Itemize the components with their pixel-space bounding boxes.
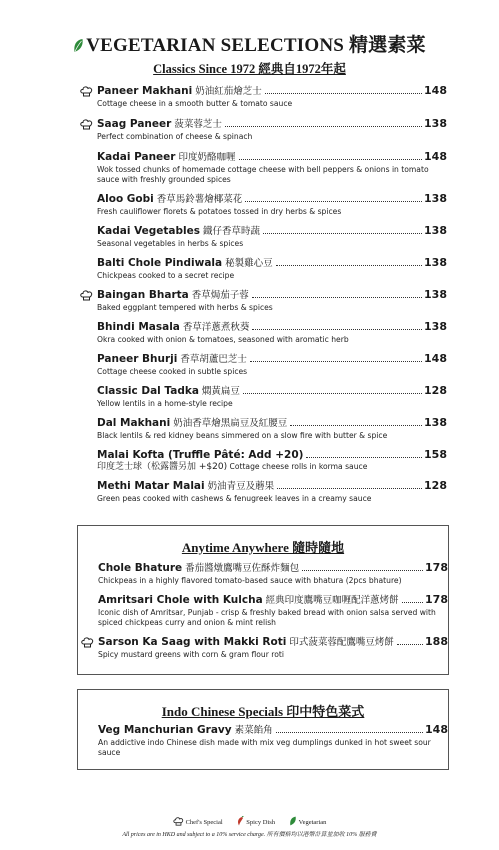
legend-chef: Chef's Special [173,817,223,826]
dot-leader [277,488,422,489]
dish-name: Balti Chole Pindiwala [97,257,223,269]
dish-description: Chickpeas in a highly flavored tomato-based sauce with bhatura (2pcs bhature) [98,576,402,585]
dish-description: Iconic dish of Amritsar, Punjab - crisp & freshly baked bread with onion salsa served with spiced chickpeas curry and onion & mint relish [98,608,436,627]
dot-leader [276,732,423,733]
dish-price: 148 [424,84,447,97]
dish-description: Black lentils & red kidney beans simmered on a slow fire with butter & spice [97,431,388,440]
dish-name: Malai Kofta (Truffle Pâté: Add +20) [97,449,304,461]
menu-item [80,416,447,441]
dish-chinese-name: 素菜餡角 [234,725,273,736]
menu-item [81,723,448,758]
dot-leader [263,233,422,234]
main-menu-list [80,84,447,504]
dish-name: Bhindi Masala [97,321,180,333]
dish-name: Aloo Gobi [97,193,154,205]
menu-item-name-line [98,561,448,576]
menu-item [80,384,447,409]
dish-name: Methi Matar Malai [97,480,205,492]
dish-name: Dal Makhani [97,417,171,429]
dish-price: 138 [424,256,447,269]
chili-icon [236,816,244,826]
menu-item-name-line [97,288,447,303]
menu-item [80,479,447,504]
dish-description: Baked eggplant tempered with herbs & spices [97,303,273,312]
dish-price: 148 [424,150,447,163]
dish-description: Fresh cauliflower florets & potatoes tossed in dry herbs & spices [97,207,342,216]
menu-item [80,256,447,281]
dot-leader [302,570,423,571]
dish-chinese-name: 香草胡蘆巴芝士 [180,354,247,365]
indo-chinese-title: Indo Chinese Specials 印中特色菜式 [161,704,365,719]
dish-chinese-name: 鐵仔香草時蔬 [202,226,260,237]
dish-price: 128 [424,384,447,397]
chef-hat-icon [80,86,93,97]
dish-price: 138 [424,224,447,237]
menu-item [81,635,448,660]
dish-name: Paneer Makhani [97,85,193,97]
menu-item-name-line [97,479,447,494]
dish-description: Spicy mustard greens with corn & gram flour roti [98,650,284,659]
dot-leader [245,201,422,202]
dish-name: Paneer Bhurji [97,353,178,365]
menu-item [81,561,448,586]
dot-leader [239,159,423,160]
footnote: All prices are in HKD and subject to a 10% service charge. 所有價格均以港幣計算並加收 10% 服務費 [122,832,377,838]
dish-description: Chickpeas cooked to a secret recipe [97,271,235,280]
dish-chinese-name: 經典印度鷹嘴豆咖喱配洋蔥烤餅 [265,595,399,606]
dish-description: Cottage cheese in a smooth butter & tomato sauce [97,99,293,108]
indo-chinese-section [77,689,449,770]
chef-hat-icon [81,637,94,648]
menu-item-name-line [97,416,447,431]
dish-price: 178 [425,561,448,574]
dot-leader [250,361,422,362]
dish-chinese-name: 番茄醬燉鷹嘴豆佐酥炸麵包 [185,563,300,574]
menu-item [80,84,447,109]
menu-item-name-line [97,256,447,271]
dish-name: Veg Manchurian Gravy [98,724,232,736]
dot-leader [225,126,422,127]
dish-chinese-name: 菠菜蓉芝士 [174,119,222,130]
anytime-list [81,561,448,660]
menu-item [80,192,447,217]
dot-leader [402,602,423,603]
menu-item-name-line [97,117,447,132]
dish-price: 138 [424,416,447,429]
menu-item-name-line [97,384,447,399]
dot-leader [276,265,422,266]
leaf-icon [289,816,297,826]
dish-chinese-name: 奶油紅茄燴芝士 [195,86,262,97]
chef-hat-icon [80,119,93,130]
dish-description: Perfect combination of cheese & spinach [97,132,253,141]
legend-veg: Vegetarian [289,816,327,826]
dish-price: 178 [425,593,448,606]
dish-description: Yellow lentils in a home-style recipe [97,399,233,408]
leaf-icon [73,38,84,53]
dish-description: Green peas cooked with cashews & fenugreek leaves in a creamy sauce [97,494,372,503]
menu-item-name-line [97,320,447,335]
dish-chinese-name: 奶油香草燴黑扁豆及紅腰豆 [173,418,288,429]
menu-item [81,593,448,628]
dish-price: 138 [424,320,447,333]
menu-item [80,352,447,377]
dish-price: 148 [425,723,448,736]
dish-description: Okra cooked with onion & tomatoes, seasoned with aromatic herb [97,335,349,344]
menu-item-name-line [97,84,447,99]
menu-item-name-line [98,723,448,738]
dish-description: Cottage cheese cooked in subtle spices [97,367,248,376]
dish-price: 148 [424,352,447,365]
dot-leader [252,297,422,298]
legend-spicy: Spicy Dish [236,816,275,826]
dish-chinese-name: 香草馬鈴薯燴椰菜花 [156,194,243,205]
menu-item-name-line [98,635,448,650]
menu-item [80,448,447,472]
dish-description: Wok tossed chunks of homemade cottage cheese with bell peppers & onions in tomato sauce with freshly grounded spices [97,165,429,184]
dot-leader [265,93,422,94]
dish-chinese-name: 燜黃扁豆 [201,386,240,397]
dish-description: Seasonal vegetables in herbs & spices [97,239,244,248]
menu-item [80,150,447,185]
dot-leader [290,425,422,426]
dot-leader [306,457,422,458]
dish-chinese-name: 奶油青豆及蘑果 [207,481,275,492]
dish-name: Baingan Bharta [97,289,189,301]
dish-price: 138 [424,288,447,301]
legend [0,816,499,826]
dish-description: An addictive indo Chinese dish made with mix veg dumplings dunked in hot sweet sour sauce [98,738,431,757]
chef-hat-icon [173,817,184,826]
menu-item-name-line [97,192,447,207]
dish-name: Saag Paneer [97,118,172,130]
dish-chinese-name: 印式菠菜蓉配鷹嘴豆烤餅 [289,637,394,648]
dish-description: 印度芝士球（松露醬另加 +$20) Cottage cheese rolls in korma sauce [97,462,368,472]
menu-item [80,320,447,345]
menu-item [80,288,447,313]
indo-chinese-list [81,723,448,758]
menu-item-name-line [98,593,448,608]
dish-chinese-name: 香草焗茄子蓉 [191,290,249,301]
dish-chinese-name: 香草洋蔥煮秋葵 [182,322,250,333]
menu-item-name-line [97,224,447,239]
anytime-section [77,525,449,675]
dish-name: Chole Bhature [98,562,183,574]
dot-leader [397,644,423,645]
dish-name: Amritsari Chole with Kulcha [98,594,263,606]
dish-price: 138 [424,192,447,205]
menu-item-name-line [97,448,447,462]
dish-price: 188 [425,635,448,648]
page-subtitle: Classics Since 1972 經典自1972年起 [153,62,346,76]
menu-item [80,117,447,142]
menu-item-name-line [97,150,447,165]
dish-name: Kadai Paneer [97,151,176,163]
dish-name: Classic Dal Tadka [97,385,199,397]
dish-name: Sarson Ka Saag with Makki Roti [98,636,287,648]
dot-leader [252,329,422,330]
menu-item-name-line [97,352,447,367]
page-title: VEGETARIAN SELECTIONS 精選素菜 [0,30,499,57]
menu-item [80,224,447,249]
dot-leader [243,393,422,394]
dish-price: 128 [424,479,447,492]
dish-price: 138 [424,117,447,130]
dish-name: Kadai Vegetables [97,225,200,237]
dish-chinese-description: 印度芝士球（松露醬另加 +$20) [97,462,228,472]
dish-price: 158 [424,448,447,461]
dish-chinese-name: 秘製雞心豆 [225,258,273,269]
chef-hat-icon [80,290,93,301]
anytime-title: Anytime Anywhere 隨時隨地 [181,540,345,555]
dish-chinese-name: 印度奶酪咖喱 [178,152,236,163]
